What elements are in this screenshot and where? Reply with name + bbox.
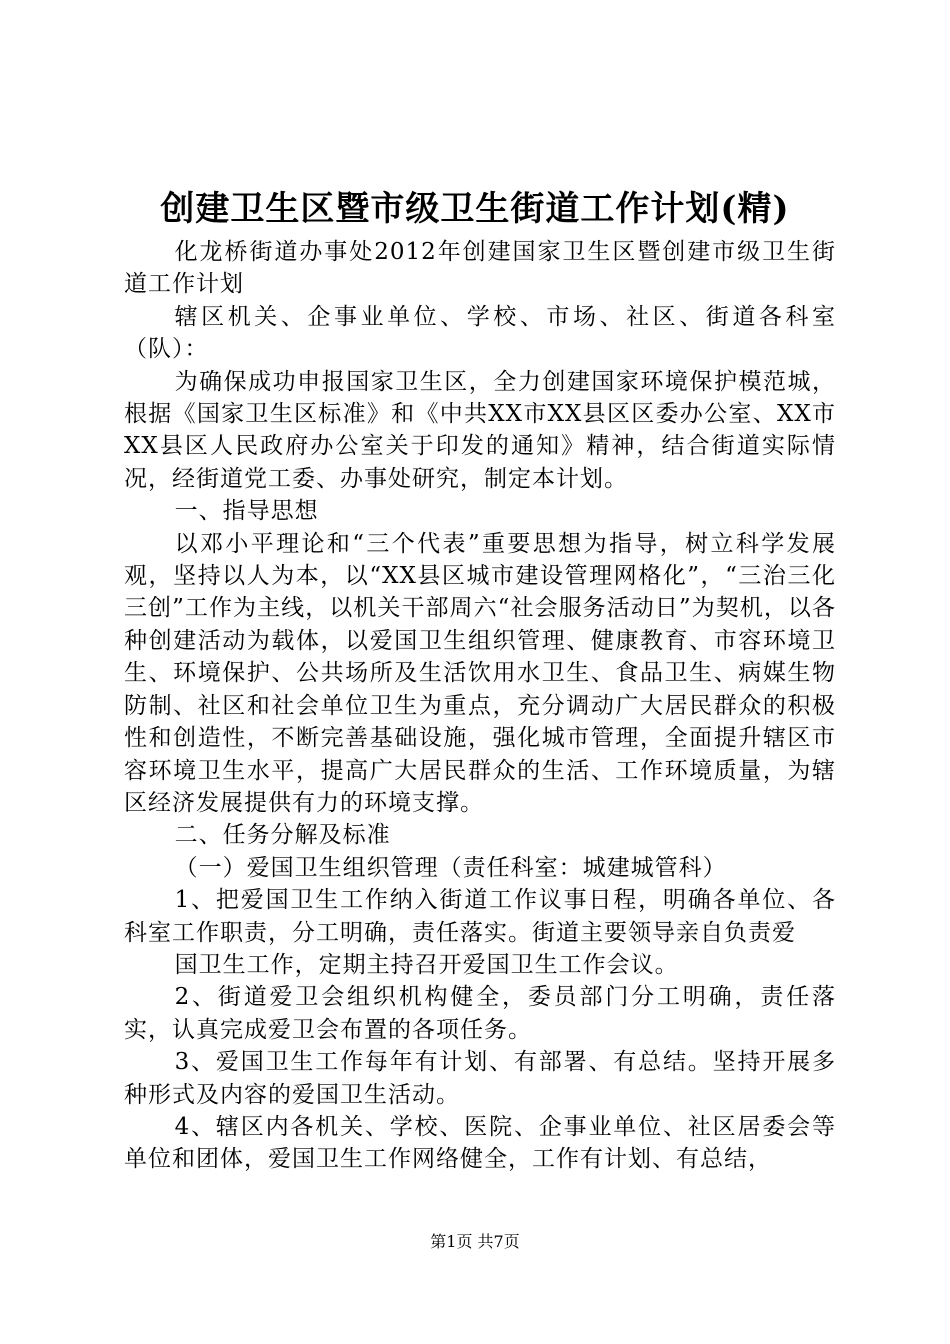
paragraph: 1、把爱国卫生工作纳入街道工作议事日程，明确各单位、各科室工作职责，分工明确，责任落实。街道主要领导亲自负责爱 [124,887,836,946]
document-body [124,236,836,1176]
paragraph: 2、街道爱卫会组织机构健全，委员部门分工明确，责任落实，认真完成爱卫会布置的各项任务。 [124,984,836,1043]
paragraph: 为确保成功申报国家卫生区，全力创建国家环境保护模范城，根据《国家卫生区标准》和《中共XX市XX县区区委办公室、XX市XX县区人民政府办公室关于印发的通知》精神，结合街道实际情况，经街道党工委、办事处研究，制定本计划。 [124,368,836,492]
subsection-heading: （一）爱国卫生组织管理（责任科室：城建城管科） [174,854,727,881]
paragraph: 化龙桥街道办事处2012年创建国家卫生区暨创建市级卫生街道工作计划 [124,239,836,298]
paragraph: 4、辖区内各机关、学校、医院、企事业单位、社区居委会等单位和团体，爱国卫生工作网络健全，工作有计划、有总结， [124,1113,836,1173]
paragraph: 以邓小平理论和“三个代表”重要思想为指导，树立科学发展观，坚持以人为本，以“XX县区城市建设管理网格化”，“三治三化三创”工作为主线，以机关干部周六“社会服务活动日”为契机，以各种创建活动为载体，以爱国卫生组织管理、健康教育、市容环境卫生、环境保护、公共场所及生活饮用水卫生、食品卫生、病媒生物防制、社区和社会单位卫生为重点，充分调动广大居民群众的积极性和创造性，不断完善基础设施，强化城市管理，全面提升辖区市容环境卫生水平，提高广大居民群众的生活、工作环境质量，为辖区经济发展提供有力的环境支撑。 [124,530,836,816]
paragraph: 国卫生工作，定期主持召开爱国卫生工作会议。 [174,951,679,978]
document-title: 创建卫生区暨市级卫生街道工作计划(精) [160,189,790,229]
page-number-footer: 第1页 共7页 [430,1232,520,1251]
paragraph: 3、爱国卫生工作每年有计划、有部署、有总结。坚持开展多种形式及内容的爱国卫生活动。 [124,1049,836,1108]
paragraph: 辖区机关、企事业单位、学校、市场、社区、街道各科室（队）： [124,303,836,363]
section-heading: 二、任务分解及标准 [174,822,391,849]
section-heading: 一、指导思想 [174,498,319,525]
